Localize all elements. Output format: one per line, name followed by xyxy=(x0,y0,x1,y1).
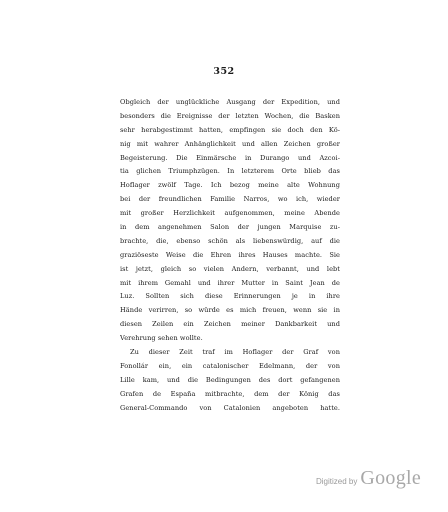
body-text xyxy=(120,96,340,415)
google-logo: Google xyxy=(360,467,422,489)
text-line: diesen Zeilen ein Zeichen meiner Dankbarkeit und xyxy=(120,320,340,329)
text-line: tia glichen Triumphzügen. In letzterem Orte blieb das xyxy=(120,167,340,176)
text-line: Grafen de España mitbrachte, dem der König das xyxy=(120,389,340,398)
text-line: graziöseste Weise die Ehren ihres Hauses machte. Sie xyxy=(120,250,340,259)
text-line: besonders die Ereignisse der letzten Wochen, die Basken xyxy=(120,111,340,120)
text-line: Begeisterung. Die Einmärsche in Durango und Azcoi- xyxy=(120,153,340,162)
text-line: brachte, die, ebenso schön als liebenswürdig, auf die xyxy=(120,236,340,245)
text-line: Lille kam, und die Bedingungen des dort gefangenen xyxy=(120,375,340,384)
text-line: Fonollár ein, ein catalonischer Edelmann, der von xyxy=(120,361,340,370)
text-line: ist jetzt, gleich so vielen Andern, verbannt, und lebt xyxy=(120,264,340,273)
text-line: General-Commando von Catalonien angeboten hatte. xyxy=(120,403,340,412)
watermark-prefix: Digitized by xyxy=(316,477,358,486)
text-line: Hände verirren, so würde es mich freuen, wenn sie in xyxy=(120,306,340,315)
text-line: bei der freundlichen Familie Narros, wo ich, wieder xyxy=(120,195,340,204)
text-line: in dem angenehmen Salon der jungen Marquise zu- xyxy=(120,223,340,232)
text-line: Luz. Sollten sich diese Erinnerungen je in ihre xyxy=(120,292,340,301)
text-line: Hoflager zwölf Tage. Ich bezog meine alte Wohnung xyxy=(120,181,340,190)
text-line: mit ihrem Gemahl und ihrer Mutter in Saint Jean de xyxy=(120,278,340,287)
text-line: sehr herabgestimmt hatten, empfingen sie doch den Kö- xyxy=(120,125,340,134)
digitized-watermark xyxy=(316,467,421,490)
text-line: Verehrung sehen wollte. xyxy=(120,334,203,343)
text-line: nig mit wahrer Anhänglichkeit und allen Zeichen großer xyxy=(120,139,340,148)
page-number: 352 xyxy=(213,66,235,77)
text-line: Obgleich der unglückliche Ausgang der Expedition, und xyxy=(120,98,340,106)
text-line: mit großer Herzlichkeit aufgenommen, meine Abende xyxy=(120,209,340,218)
text-line: Zu dieser Zeit traf im Hoflager der Graf von xyxy=(130,348,340,357)
